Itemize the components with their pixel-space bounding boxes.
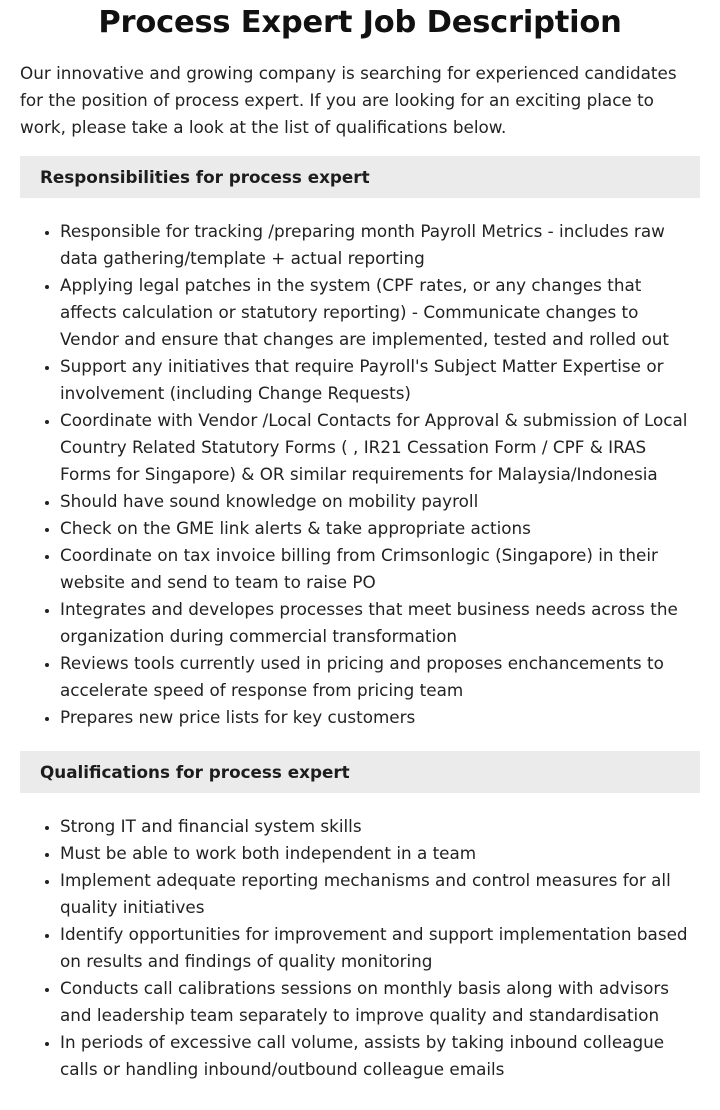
qualifications-heading: Qualifications for process expert (20, 751, 700, 793)
list-item: • Conducts call calibrations sessions on monthly basis along with advisors and leadership team separately to improve quality and standardisation (60, 975, 700, 1029)
list-item: • Strong IT and financial system skills (60, 813, 700, 840)
list-item: • Identify opportunities for improvement and support implementation based on results and findings of quality monitoring (60, 921, 700, 975)
list-item: • Reviews tools currently used in pricing and proposes enchancements to accelerate speed of response from pricing team (60, 650, 700, 704)
list-item: • Implement adequate reporting mechanisms and control measures for all quality initiatives (60, 867, 700, 921)
list-item: • In periods of excessive call volume, assists by taking inbound colleague calls or handling inbound/outbound colleague emails (60, 1029, 700, 1083)
list-item: • Responsible for tracking /preparing month Payroll Metrics - includes raw data gathering/template + actual reporting (60, 218, 700, 272)
list-item: • Applying legal patches in the system (CPF rates, or any changes that affects calculation or statutory reporting) - Communicate changes to Vendor and ensure that changes are implemented, tested and rolled out (60, 272, 700, 353)
list-item: • Must be able to work both independent in a team (60, 840, 700, 867)
intro-paragraph: Our innovative and growing company is searching for experienced candidates for the position of process expert. If you are looking for an exciting place to work, please take a look at the list of qualifications below. (20, 63, 677, 137)
qualifications-list (20, 813, 700, 1083)
list-item: • Should have sound knowledge on mobility payroll (60, 488, 700, 515)
responsibilities-heading: Responsibilities for process expert (20, 156, 700, 198)
list-item: • Coordinate with Vendor /Local Contacts for Approval & submission of Local Country Related Statutory Forms ( , IR21 Cessation Form / CPF & IRAS Forms for Singapore) & OR similar requirements for Malaysia/Indonesia (60, 407, 700, 488)
page-title: Process Expert Job Description (98, 5, 622, 40)
list-item: • Support any initiatives that require Payroll's Subject Matter Expertise or involvement (including Change Requests) (60, 353, 700, 407)
list-item: • Check on the GME link alerts & take appropriate actions (60, 515, 700, 542)
responsibilities-list (20, 218, 700, 731)
list-item: • Integrates and developes processes that meet business needs across the organization during commercial transformation (60, 596, 700, 650)
list-item: • Prepares new price lists for key customers (60, 704, 700, 731)
list-item: • Coordinate on tax invoice billing from Crimsonlogic (Singapore) in their website and send to team to raise PO (60, 542, 700, 596)
